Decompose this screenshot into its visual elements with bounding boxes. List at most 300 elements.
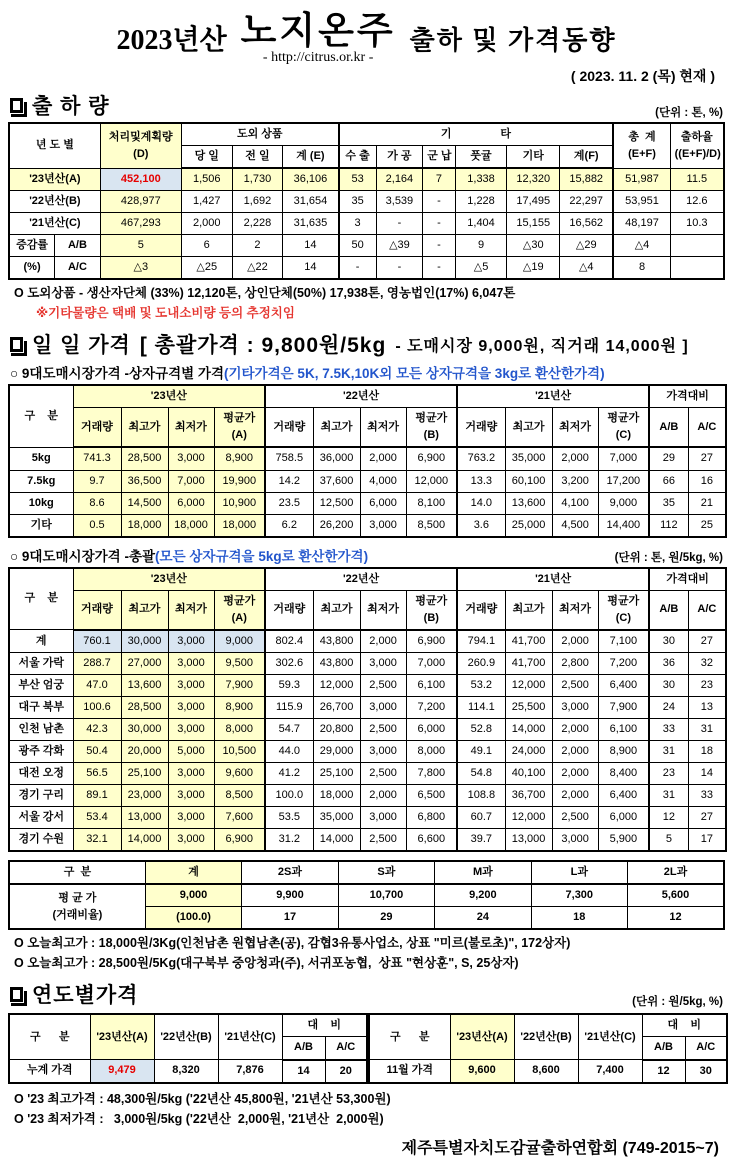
cell: 60,100 [505,470,552,492]
cell: 3,000 [168,785,214,807]
cell: 평균가(B) [406,408,457,448]
cell: 4,500 [552,514,598,537]
cell: 5 [649,829,688,852]
cell: 13.3 [457,470,505,492]
cell: 60.7 [457,807,505,829]
cell: 17 [688,829,726,852]
cell: 8,900 [214,696,265,718]
cell [670,257,724,280]
cell: 21 [688,492,726,514]
cell: 20,800 [313,718,360,740]
cell: 2L과 [628,861,725,884]
cell: 3,000 [360,514,406,537]
cell: 12 [649,807,688,829]
table-row [9,1060,367,1083]
cell: 최고가 [505,408,552,448]
cell: 8,400 [598,763,649,785]
cell: 43,800 [313,630,360,653]
cell: 3,000 [168,674,214,696]
cell: 7,000 [168,470,214,492]
cell: 260.9 [457,652,505,674]
cell: 7.5kg [9,470,73,492]
cell: 3,000 [360,696,406,718]
cell: - [376,257,423,280]
cell: 26,700 [313,696,360,718]
cell: 2 [232,235,283,257]
table-header-row [9,1014,367,1037]
cell: A/C [325,1037,367,1060]
title-year: 2023년산 [116,25,227,56]
cell: △22 [232,257,283,280]
cell: 인천 남촌 [9,718,73,740]
report-header [8,12,725,66]
cell: 2,000 [360,630,406,653]
cell: 9,600 [450,1060,514,1083]
cell: 3,000 [360,741,406,763]
cell: 최저가 [360,408,406,448]
cell: 25,000 [505,514,552,537]
cell: 7,300 [531,884,627,907]
cell: 전 일 [232,146,283,169]
cell: 10kg [9,492,73,514]
cell: 8,600 [514,1060,578,1083]
cell: 36,500 [121,470,168,492]
cell: A/C [688,408,726,448]
cell: 18,000 [313,785,360,807]
cell: 9,000 [145,884,241,907]
cell: 22,297 [560,191,614,213]
cell: 5,600 [628,884,725,907]
cell: 16 [688,470,726,492]
table-row [9,191,724,213]
cell: 2,500 [552,674,598,696]
cell: 18 [531,907,627,930]
cell: 경기 수원 [9,829,73,852]
cell: 1,730 [232,168,283,191]
table-row [9,168,724,191]
cell: 12,000 [313,674,360,696]
cell: 467,293 [100,213,181,235]
table-header-row [9,123,724,146]
cell: 12,000 [505,807,552,829]
cell: 23 [649,763,688,785]
cell: 54.8 [457,763,505,785]
cell: △25 [181,257,232,280]
cell: '23년산(A) [9,168,100,191]
cell: M과 [435,861,531,884]
yearly-high-note: O '23 최고가격 : 48,300원/5kg ('22년산 45,800원, '21년산 53,300원) [14,1091,391,1106]
cell: 53,951 [613,191,670,213]
cell: 14 [283,257,339,280]
cell: 2,500 [360,718,406,740]
cell: 19,900 [214,470,265,492]
cell: 5 [100,235,181,257]
cell: 최고가 [121,408,168,448]
cell: 20 [325,1060,367,1083]
cell: 36 [649,652,688,674]
cell: '22년산(B) [9,191,100,213]
bysize-subtitle: ○ 9대도매시장가격 -상자규격별 가격 [10,366,224,382]
cell: 59.3 [265,674,313,696]
cell: 14 [688,763,726,785]
table-row [9,492,726,514]
yearly-november-table [368,1013,728,1083]
cell: 100.6 [73,696,121,718]
cell: 760.1 [73,630,121,653]
cell: 대 비 [642,1014,727,1037]
cell: 최고가 [121,590,168,630]
cell: 115.9 [265,696,313,718]
cell: A/C [685,1037,727,1060]
cell: 6,600 [406,829,457,852]
cell: 거래량 [457,408,505,448]
cell: 2,000 [552,741,598,763]
cell: - [423,191,455,213]
cell: (100.0) [145,907,241,930]
cell: 25,100 [121,763,168,785]
cell: 총 계 (E+F) [613,123,670,168]
cell: 처리및계획량 (D) [100,123,181,168]
cell: 최저가 [168,590,214,630]
cell: 광주 각화 [9,741,73,763]
cell: 8,900 [214,447,265,470]
cell: 6,000 [360,492,406,514]
cell: 계(F) [560,146,614,169]
cell: 최고가 [313,590,360,630]
cell: 39.7 [457,829,505,852]
cell: 14,000 [313,829,360,852]
cell: 112 [649,514,688,537]
cell: 계 [9,630,73,653]
cell: 2,000 [552,763,598,785]
cell: 2,000 [552,718,598,740]
cell: 10,700 [338,884,434,907]
cell: 47.0 [73,674,121,696]
cell: 3,000 [168,447,214,470]
cell: 7,000 [406,652,457,674]
cell: 6,900 [406,447,457,470]
cell: 9,500 [214,652,265,674]
cell: 구 분 [369,1014,450,1059]
cell: 30 [649,674,688,696]
cell: 18,000 [214,514,265,537]
cell: 14.2 [265,470,313,492]
cell: 31 [649,785,688,807]
cell [670,235,724,257]
cell: 9 [455,235,507,257]
table-subheader-row [9,590,726,630]
table-row [9,213,724,235]
section-square-icon [10,987,23,1002]
table-row [9,718,726,740]
cell: 6.2 [265,514,313,537]
cell: 최저가 [360,590,406,630]
cell: '21년산(C) [578,1014,642,1059]
cell: 8,500 [406,514,457,537]
cell: 6 [181,235,232,257]
cell: 계 [145,861,241,884]
cell: 3,000 [360,807,406,829]
cell: 평 균 가 (거래비율) [9,884,145,929]
cell: 거래량 [265,408,313,448]
cell: 3,000 [168,652,214,674]
cell: 13,000 [505,829,552,852]
cell: 302.6 [265,652,313,674]
cell: 1,228 [455,191,507,213]
cell: 기타 [507,146,560,169]
table-row [9,785,726,807]
table-row [9,763,726,785]
cell: 0.5 [73,514,121,537]
cell: 14 [282,1060,325,1083]
cell: 7,400 [578,1060,642,1083]
cell: 12 [628,907,725,930]
cell: 11월 가격 [369,1060,450,1083]
cell: 14,000 [121,829,168,852]
cell: 계 (E) [283,146,339,169]
cell: 89.1 [73,785,121,807]
cell: 6,500 [406,785,457,807]
cell: 41.2 [265,763,313,785]
table-row [9,829,726,852]
bysize-subtitle-row [10,362,723,382]
cell: 6,000 [406,718,457,740]
cell: '21년산 [457,385,649,408]
cell: '21년산(C) [9,213,100,235]
section-title-daily: 일 일 가격 [32,334,131,358]
cell: 17,200 [598,470,649,492]
cell: 31,635 [283,213,339,235]
cell: 5,900 [598,829,649,852]
cell: 8.6 [73,492,121,514]
cell: 29 [338,907,434,930]
cell: 9,000 [598,492,649,514]
cell: 7,000 [598,447,649,470]
yearly-cumulative-table [8,1013,368,1083]
cell: A/B [649,408,688,448]
cell: 802.4 [265,630,313,653]
cell: 14,400 [598,514,649,537]
section-shipment-header [10,90,723,120]
cell: 24 [649,696,688,718]
cell: 최저가 [552,590,598,630]
cell: 29 [649,447,688,470]
cell: 2,500 [552,807,598,829]
cell: 최고가 [313,408,360,448]
report-date: ( 2023. 11. 2 (목) 현재 ) [570,68,715,84]
cell: 도외 상품 [181,123,338,146]
yearly-low-note: O '23 최저가격 : 3,000원/5kg ('22년산 2,000원, '21년산 2,000원) [14,1111,384,1126]
cell: 10,500 [214,741,265,763]
cell: 7,876 [218,1060,282,1083]
cell: 28,500 [121,696,168,718]
cell: 경기 구리 [9,785,73,807]
daily-high-note-1: O 오늘최고가 : 18,000원/3Kg(인천남촌 원협남촌(공), 감협3유통사업소, 상표 "미르(불로초)", 172상자) [14,936,571,951]
cell: 평균가(A) [214,408,265,448]
cell: 52.8 [457,718,505,740]
cell: 12,500 [313,492,360,514]
table-row [9,470,726,492]
cell: 18 [688,741,726,763]
table-row [9,696,726,718]
cell: 가격대비 [649,568,726,591]
cell: - [423,257,455,280]
cell: 31 [688,718,726,740]
cell: 1,338 [455,168,507,191]
total-subtitle-note: (모든 상자규격을 5kg로 환산한가격) [155,548,369,564]
cell: 8,000 [406,741,457,763]
cell: 7,200 [406,696,457,718]
cell: 6,900 [406,630,457,653]
cell: 3,000 [360,652,406,674]
cell: 2,500 [360,674,406,696]
cell: 108.8 [457,785,505,807]
cell: 거래량 [73,590,121,630]
cell: 구 분 [9,385,73,447]
cell: 년 도 별 [9,123,100,168]
cell: 9,900 [242,884,338,907]
cell: 31,654 [283,191,339,213]
cell: 거래량 [265,590,313,630]
cell: 763.2 [457,447,505,470]
cell: 3,000 [168,696,214,718]
cell: 43,800 [313,652,360,674]
cell: '23년산(A) [450,1014,514,1059]
cell: 24,000 [505,741,552,763]
unit-label: (단위 : 원/5kg, %) [632,996,723,1009]
section-square-icon [10,98,23,113]
cell: 최저가 [552,408,598,448]
cell: 27 [688,447,726,470]
cell: 40,100 [505,763,552,785]
cell: 8,500 [214,785,265,807]
cell: 6,400 [598,785,649,807]
cell: 1,506 [181,168,232,191]
cell: 48,197 [613,213,670,235]
table-header-row [9,568,726,591]
cell: 741.3 [73,447,121,470]
cell: 7,200 [598,652,649,674]
cell: 1,404 [455,213,507,235]
cell: 44.0 [265,741,313,763]
unit-label: (단위 : 톤, %) [655,107,723,119]
cell: 50 [339,235,377,257]
cell: 35 [339,191,377,213]
cell: '23년산(A) [90,1014,154,1059]
cell: 9,479 [90,1060,154,1083]
cell: 3.6 [457,514,505,537]
cell: 6,000 [168,492,214,514]
cell: 2,000 [552,447,598,470]
cell: 53 [339,168,377,191]
cell: 35 [649,492,688,514]
cell: △39 [376,235,423,257]
cell: 3,200 [552,470,598,492]
cell: 794.1 [457,630,505,653]
cell: 대 비 [282,1014,367,1037]
cell: '21년산 [457,568,649,591]
daily-price-total-table [8,567,727,853]
cell: 11.5 [670,168,724,191]
cell: 1,427 [181,191,232,213]
cell: 2,000 [360,785,406,807]
cell: 6,000 [598,807,649,829]
table-row [9,741,726,763]
cell: 20,000 [121,741,168,763]
cell: '23년산 [73,385,265,408]
cell: 3,000 [552,696,598,718]
cell: 31.2 [265,829,313,852]
cell: 17,495 [507,191,560,213]
cell: △3 [100,257,181,280]
grade-price-table [8,860,725,930]
cell: 53.5 [265,807,313,829]
yearly-tables [8,1011,725,1086]
cell: 54.7 [265,718,313,740]
cell: 1,692 [232,191,283,213]
cell: 평균가(C) [598,408,649,448]
cell: 2,000 [552,630,598,653]
cell: 거래량 [457,590,505,630]
table-row [9,514,726,537]
cell: 서울 강서 [9,807,73,829]
cell: 2,000 [360,447,406,470]
table-header-row [9,861,724,884]
cell: 758.5 [265,447,313,470]
table-row [9,807,726,829]
daily-headline-detail: - 도매시장 9,000원, 직거래 14,000원 ] [395,337,689,355]
cell: 15,882 [560,168,614,191]
cell: △29 [560,235,614,257]
cell: 17 [242,907,338,930]
cell: 32.1 [73,829,121,852]
cell: 군 납 [423,146,455,169]
cell: 25,100 [313,763,360,785]
cell: 23,000 [121,785,168,807]
table-header-row [369,1014,727,1037]
cell: 14.0 [457,492,505,514]
cell: 27 [688,630,726,653]
cell: 7,900 [598,696,649,718]
cell: 8 [613,257,670,280]
cell: 66 [649,470,688,492]
cell: 최저가 [168,408,214,448]
shipment-note-estimate: ※기타물량은 택배 및 도내소비량 등의 추정치임 [36,306,295,321]
cell: 14 [283,235,339,257]
table-row [9,630,726,653]
cell: 12,320 [507,168,560,191]
cell: 대구 북부 [9,696,73,718]
cell: 41,700 [505,652,552,674]
cell: 출하율 ((E+F)/D) [670,123,724,168]
cell: 12.6 [670,191,724,213]
table-row [369,1060,727,1083]
cell: 25 [688,514,726,537]
cell: 53.4 [73,807,121,829]
cell: 5kg [9,447,73,470]
cell: 10.3 [670,213,724,235]
organization-footer: 제주특별자치도감귤출하연합회 (749-2015~7) [401,1139,719,1157]
cell: 평균가(A) [214,590,265,630]
cell: 9,600 [214,763,265,785]
cell: 4,000 [360,470,406,492]
cell: - [376,213,423,235]
cell: 23 [688,674,726,696]
cell: 가 공 [376,146,423,169]
cell: 기 타 [339,123,614,146]
cell: '22년산(B) [514,1014,578,1059]
cell: 29,000 [313,741,360,763]
